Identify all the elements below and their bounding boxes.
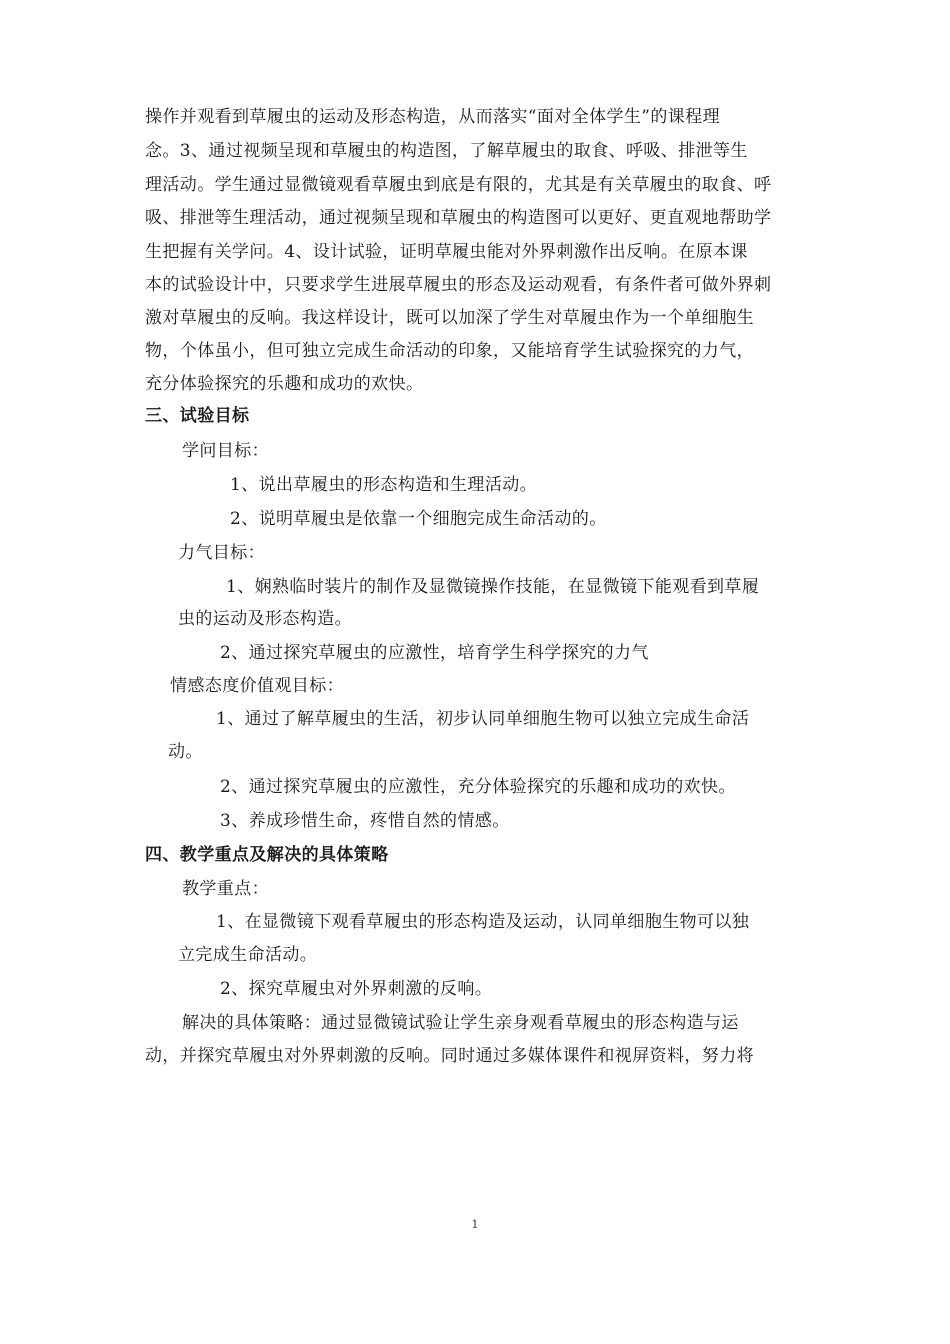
body-text-line: 物，个体虽小，但可独立完成生命活动的印象，又能培育学生试验探究的力气， bbox=[145, 341, 754, 361]
ability-goal-item: 2、通过探究草履虫的应激性，培育学生科学探究的力气 bbox=[220, 643, 649, 663]
body-text-line: 本的试验设计中，只要求学生进展草履虫的形态及运动观看，有条件者可做外界刺 bbox=[145, 275, 772, 295]
teaching-focus-item: 1、在显微镜下观看草履虫的形态构造及运动，认同单细胞生物可以独 bbox=[216, 912, 750, 932]
body-text-line: 生把握有关学问。4、设计试验，证明草履虫能对外界刺激作出反响。在原本课 bbox=[145, 242, 748, 262]
teaching-focus-item: 2、探究草履虫对外界刺激的反响。 bbox=[220, 979, 493, 999]
body-text-line: 念。3、通过视频呈现和草履虫的构造图，了解草履虫的取食、呼吸、排泄等生 bbox=[145, 141, 748, 161]
knowledge-goal-item: 2、说明草履虫是依靠一个细胞完成生命活动的。 bbox=[230, 509, 607, 529]
ability-goal-item-continued: 虫的运动及形态构造。 bbox=[178, 609, 352, 629]
teaching-focus-label: 教学重点： bbox=[182, 879, 269, 899]
emotion-goal-item: 3、养成珍惜生命，疼惜自然的情感。 bbox=[220, 811, 510, 831]
body-text-line: 操作并观看到草履虫的运动及形态构造，从而落实“面对全体学生”的课程理 bbox=[145, 107, 720, 127]
emotion-goal-item-continued: 动。 bbox=[168, 742, 203, 762]
section-heading-goals: 三、试验目标 bbox=[145, 406, 250, 426]
body-text-line: 吸、排泄等生理活动，通过视频呈现和草履虫的构造图可以更好、更直观地帮助学 bbox=[145, 208, 772, 228]
knowledge-goals-label: 学问目标： bbox=[182, 441, 269, 461]
ability-goal-item: 1、娴熟临时装片的制作及显微镜操作技能，在显微镜下能观看到草履 bbox=[226, 577, 760, 597]
emotion-goal-item: 1、通过了解草履虫的生活，初步认同单细胞生物可以独立完成生命活 bbox=[216, 709, 750, 729]
page-number: 1 bbox=[471, 1218, 479, 1231]
strategy-text-line: 解决的具体策略：通过显微镜试验让学生亲身观看草履虫的形态构造与运 bbox=[182, 1013, 739, 1033]
body-text-line: 激对草履虫的反响。我这样设计，既可以加深了学生对草履虫作为一个单细胞生 bbox=[145, 308, 754, 328]
ability-goals-label: 力气目标： bbox=[178, 543, 265, 563]
section-heading-focus: 四、教学重点及解决的具体策略 bbox=[145, 845, 389, 865]
body-text-line: 理活动。学生通过显微镜观看草履虫到底是有限的，尤其是有关草履虫的取食、呼 bbox=[145, 175, 772, 195]
emotion-goal-item: 2、通过探究草履虫的应激性，充分体验探究的乐趣和成功的欢快。 bbox=[220, 777, 736, 797]
body-text-line: 充分体验探究的乐趣和成功的欢快。 bbox=[145, 374, 424, 394]
strategy-text-line: 动，并探究草履虫对外界刺激的反响。同时通过多媒体课件和视屏资料，努力将 bbox=[145, 1046, 754, 1066]
emotion-goals-label: 情感态度价值观目标： bbox=[170, 676, 344, 696]
knowledge-goal-item: 1、说出草履虫的形态构造和生理活动。 bbox=[230, 475, 538, 495]
teaching-focus-item-continued: 立完成生命活动。 bbox=[178, 945, 318, 965]
